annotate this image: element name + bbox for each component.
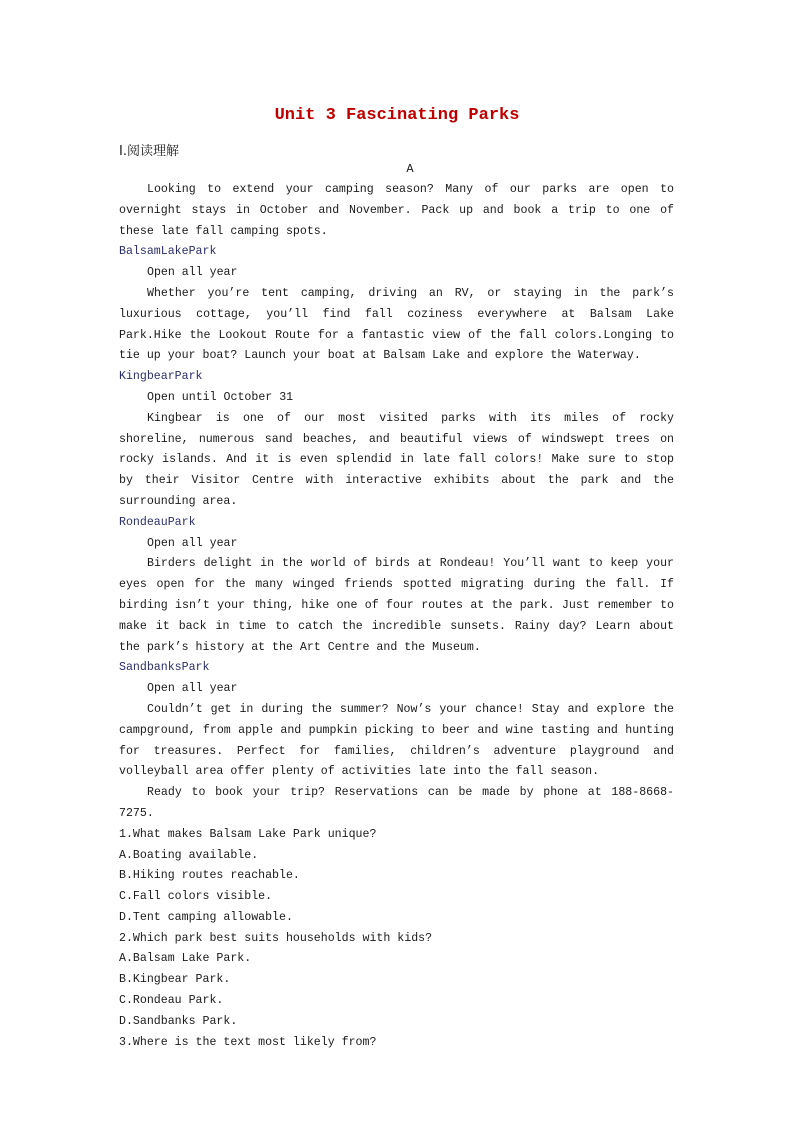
intro-paragraph: Looking to extend your camping season? Many of our parks are open to overnight stays in October and November. Pack up and book a trip to one of these late fall camping spots. (119, 183, 674, 238)
park-text-rondeau: Birders delight in the world of birds at Rondeau! You’ll want to keep your eyes open for the many winged friends spotted migrating during the fall. If birding isn’t your thing, hike one of four routes at the park. Just remember to make it back in time to catch the incredible sunsets. Rainy day? Learn about the park’s history at the Art Centre and the Museum. (119, 557, 674, 654)
question-3-stem: 3.Where is the text most likely from? (119, 1035, 377, 1049)
question-1-option-d: D.Tent camping allowable. (119, 910, 293, 924)
passage-label: A (406, 162, 414, 176)
park-name-balsam: BalsamLakePark (119, 245, 217, 259)
park-text-sandbanks: Couldn’t get in during the summer? Now’s your chance! Stay and explore the campground, from apple and pumpkin picking to beer and wine tasting and hunting for treasures. Perfect for families, children’s adventure playground and volleyball area offer plenty of activities late into the fall season. (119, 702, 674, 779)
question-2-option-b: B.Kingbear Park. (119, 973, 231, 987)
park-hours-kingbear: Open until October 31 (147, 390, 294, 404)
question-1-option-c: C.Fall colors visible. (119, 890, 273, 904)
passage-body (119, 180, 674, 1053)
question-2-stem: 2.Which park best suits households with kids? (119, 931, 433, 945)
question-2-option-d: D.Sandbanks Park. (119, 1014, 238, 1028)
park-hours-balsam: Open all year (147, 266, 238, 280)
closing-paragraph: Ready to book your trip? Reservations can be made by phone at 188-8668-7275. (119, 786, 674, 820)
section-heading: Ⅰ.阅读理解 (119, 144, 179, 159)
question-1-stem: 1.What makes Balsam Lake Park unique? (119, 827, 377, 841)
park-hours-sandbanks: Open all year (147, 682, 238, 696)
question-2-option-a: A.Balsam Lake Park. (119, 952, 252, 966)
question-1-option-b: B.Hiking routes reachable. (119, 869, 300, 883)
park-name-kingbear: KingbearPark (119, 370, 203, 384)
park-text-kingbear: Kingbear is one of our most visited parks with its miles of rocky shoreline, numerous sand beaches, and beautiful views of windswept trees on rocky islands. And it is even splendid in late fall colors! Make sure to stop by their Visitor Centre with interactive exhibits about the park and the surrounding area. (119, 411, 674, 508)
page-title: Unit 3 Fascinating Parks (274, 106, 520, 125)
question-2-option-c: C.Rondeau Park. (119, 994, 224, 1008)
park-hours-rondeau: Open all year (147, 536, 238, 550)
question-1-option-a: A.Boating available. (119, 848, 259, 862)
park-name-sandbanks: SandbanksPark (119, 661, 210, 675)
park-text-balsam: Whether you’re tent camping, driving an RV, or staying in the park’s luxurious cottage, you’ll find fall coziness everywhere at Balsam Lake Park.Hike the Lookout Route for a fantastic view of the fall colors.Longing to tie up your boat? Launch your boat at Balsam Lake and explore the Waterway. (119, 286, 674, 363)
park-name-rondeau: RondeauPark (119, 515, 196, 529)
